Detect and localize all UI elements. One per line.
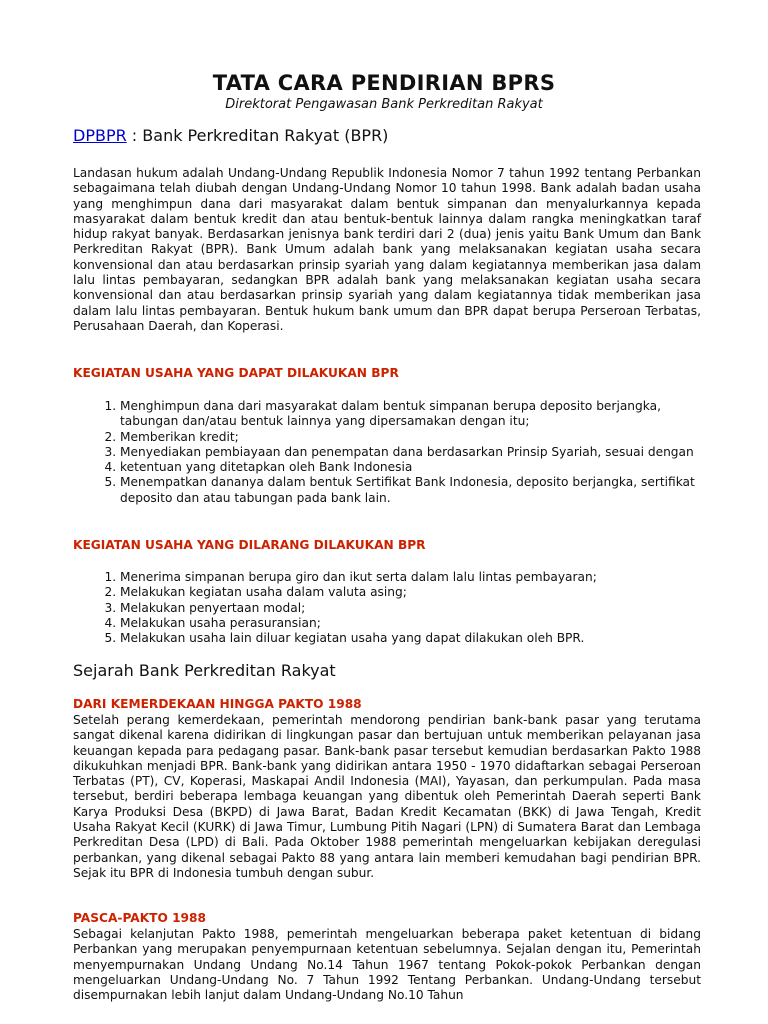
history-heading: Sejarah Bank Perkreditan Rakyat: [73, 661, 336, 680]
list-item: 3. Melakukan penyertaan modal;: [120, 601, 701, 616]
history-part2-paragraph: Sebagai kelanjutan Pakto 1988, pemerintah mengeluarkan beberapa paket ketentuan di bidang Perbankan yang merupakan penyempurnaan ketentuan sebelumnya. Sejalan dengan itu, Pemerintah menyempurnakan Undang Undang No.14 Tahun 1967 tentang Pokok-pokok Perbankan dengan mengeluarkan Undang-Undang No. 7 Tahun 1992 Tentang Perbankan. Undang-Undang tersebut disempurnakan lebih lanjut dalam Undang-Undang No.10 Tahun: [73, 927, 701, 1003]
document-subtitle: Direktorat Pengawasan Bank Perkreditan Rakyat: [225, 97, 543, 112]
list-item: 2. Melakukan kegiatan usaha dalam valuta asing;: [120, 585, 701, 600]
document-title: TATA CARA PENDIRIAN BPRS: [212, 71, 556, 95]
heading-separator: :: [126, 126, 143, 145]
list-item: 1. Menghimpun dana dari masyarakat dalam bentuk simpanan berupa deposito berjangka, tabungan dan/atau bentuk lainnya yang dipersamakan dengan itu;: [120, 399, 701, 430]
list-item: 4. Melakukan usaha perasuransian;: [120, 616, 701, 631]
list-item: 1. Menerima simpanan berupa giro dan ikut serta dalam lalu lintas pembayaran;: [120, 570, 701, 585]
list-item: 2. Memberikan kredit;: [120, 430, 701, 445]
list-item: 4. ketentuan yang ditetapkan oleh Bank Indonesia: [120, 460, 701, 475]
history-part1-paragraph: Setelah perang kemerdekaan, pemerintah mendorong pendirian bank-bank pasar yang terutama sangat dikenal karena didirikan di lingkungan pasar dan bertujuan untuk memberikan pelayanan jasa keuangan kepada para pedagang pasar. Bank-bank pasar tersebut kemudian berdasarkan Pakto 1988 dikukuhkan menjadi BPR. Bank-bank yang didirikan antara 1950 - 1970 didaftarkan sebagai Perseroan Terbatas (PT), CV, Koperasi, Maskapai Andil Indonesia (MAI), Yayasan, dan perkumpulan. Pada masa tersebut, berdiri beberapa lembaga keuangan yang dibentuk oleh Pemerintah Daerah seperti Bank Karya Produksi Desa (BKPD) di Jawa Barat, Badan Kredit Kecamatan (BKK) di Jawa Tengah, Kredit Usaha Rakyat Kecil (KURK) di Jawa Timur, Lumbung Pitih Nagari (LPN) di Sumatera Barat dan Lembaga Perkreditan Desa (LPD) di Bali. Pada Oktober 1988 pemerintah mengeluarkan kebijakan deregulasi perbankan, yang dikenal sebagai Pakto 88 yang antara lain memberi kemudahan bagi pendirian BPR. Sejak itu BPR di Indonesia tumbuh dengan subur.: [73, 713, 701, 880]
allowed-activities-heading: KEGIATAN USAHA YANG DAPAT DILAKUKAN BPR: [73, 366, 399, 380]
history-part2-heading: PASCA-PAKTO 1988: [73, 911, 206, 925]
prohibited-activities-list: [73, 570, 701, 646]
history-part1-heading: DARI KEMERDEKAAN HINGGA PAKTO 1988: [73, 697, 362, 711]
section-heading-text: Bank Perkreditan Rakyat (BPR): [142, 126, 389, 145]
section-heading-bpr: [73, 126, 388, 145]
list-item: 5. Melakukan usaha lain diluar kegiatan usaha yang dapat dilakukan oleh BPR.: [120, 631, 701, 646]
dpbpr-link[interactable]: DPBPR: [73, 126, 127, 145]
allowed-activities-list: [73, 399, 701, 506]
bpr-intro-paragraph: Landasan hukum adalah Undang-Undang Republik Indonesia Nomor 7 tahun 1992 tentang Perbankan sebagaimana telah diubah dengan Undang-Undang Nomor 10 tahun 1998. Bank adalah badan usaha yang menghimpun dana dari masyarakat dalam bentuk simpanan dan menyalurkannya kepada masyarakat dalam bentuk kredit dan atau bentuk-bentuk lainnya dalam rangka meningkatkan taraf hidup rakyat banyak. Berdasarkan jenisnya bank terdiri dari 2 (dua) jenis yaitu Bank Umum dan Bank Perkreditan Rakyat (BPR). Bank Umum adalah bank yang melaksanakan kegiatan usaha secara konvensional dan atau berdasarkan prinsip syariah yang dalam kegiatannya memberikan jasa dalam lalu lintas pembayaran, sedangkan BPR adalah bank yang melaksanakan kegiatan usaha secara konvensional dan atau berdasarkan prinsip syariah yang dalam kegiatannya tidak memberikan jasa dalam lalu lintas pembayaran. Bentuk hukum bank umum dan BPR dapat berupa Perseroan Terbatas, Perusahaan Daerah, dan Koperasi.: [73, 166, 701, 333]
prohibited-activities-heading: KEGIATAN USAHA YANG DILARANG DILAKUKAN BPR: [73, 538, 426, 552]
list-item: 3. Menyediakan pembiayaan dan penempatan dana berdasarkan Prinsip Syariah, sesuai dengan: [120, 445, 701, 460]
list-item: 5. Menempatkan dananya dalam bentuk Sertifikat Bank Indonesia, deposito berjangka, sertifikat deposito dan atau tabungan pada bank lain.: [120, 475, 701, 506]
